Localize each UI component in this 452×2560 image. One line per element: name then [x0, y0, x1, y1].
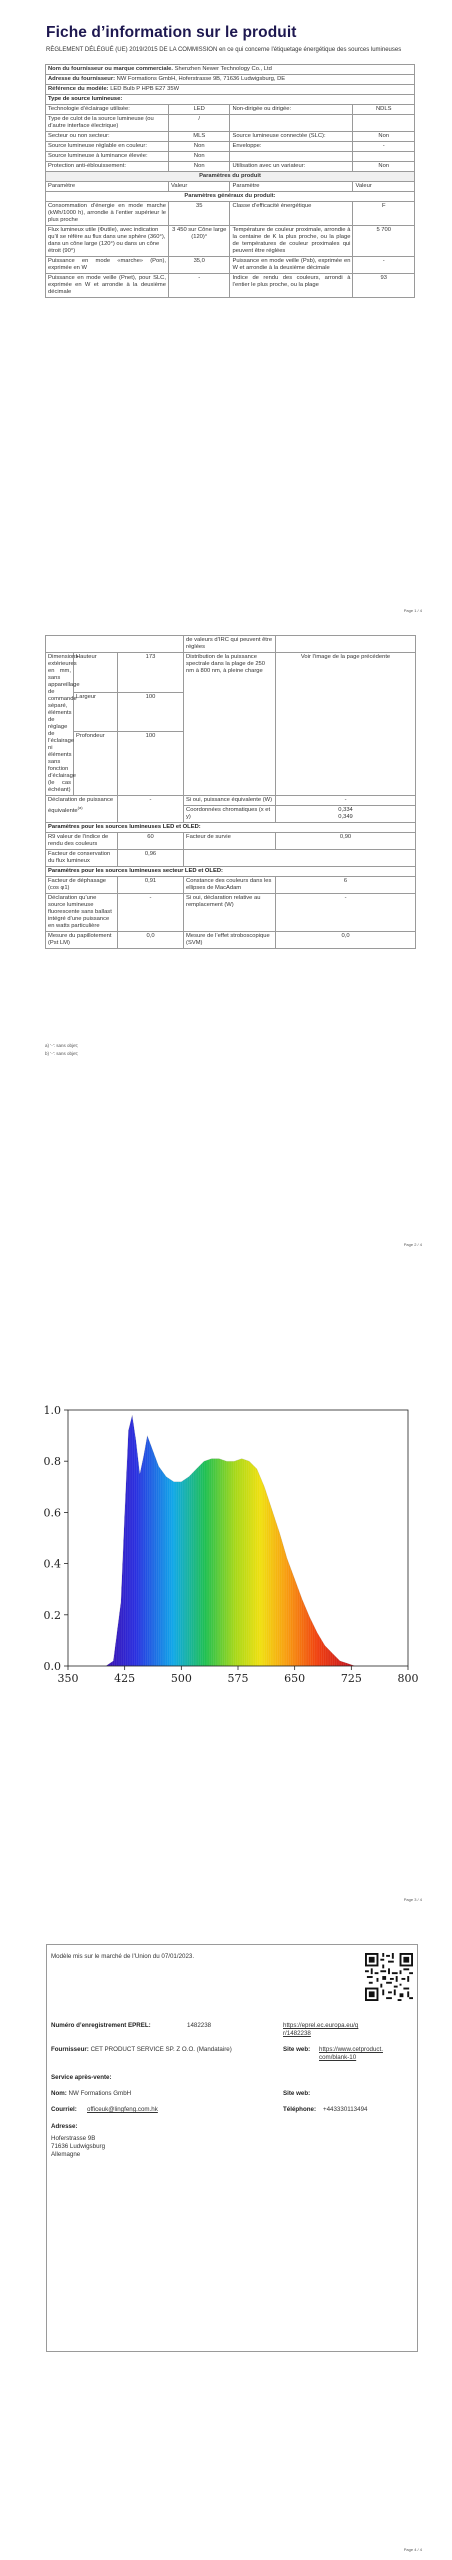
page-title: Fiche d’information sur le produit	[46, 24, 297, 41]
y-tick-label: 0.0	[43, 1660, 61, 1673]
equivalent-power-row: Déclaration de puissance équivalente$^{(a)}$ - Si oui, puissance équivalente (W) -	[46, 796, 416, 806]
type-row: Source lumineuse réglable en couleur: Non Enveloppe: -	[46, 142, 415, 152]
y-tick-label: 0.8	[43, 1455, 61, 1469]
supplier-name-row: Nom du fournisseur ou marque commerciale. Shenzhen Newer Technology Co., Ltd	[46, 65, 415, 75]
x-tick-label: 800	[397, 1672, 419, 1685]
registration-box	[46, 1944, 418, 2352]
x-tick-label: 650	[284, 1672, 306, 1685]
type-row: Technologie d’éclairage utilisée: LED Non-dirigée ou dirigée: NDLS	[46, 105, 415, 115]
email-label: Courriel:	[51, 2106, 77, 2113]
y-tick-label: 0.4	[43, 1557, 61, 1571]
type-row: Source lumineuse à luminance élevée: Non	[46, 152, 415, 162]
mls-row: Déclaration qu’une source lumineuse fluorescente sans ballast intégré d’une puissance en watts particulière - Si oui, déclaration relative au remplacement (W) -	[46, 894, 416, 932]
phone-label: Téléphone:	[283, 2106, 317, 2113]
dimensions-row: Dimensions extérieures en mm, sans appareillage de commande séparé, éléments de réglage de l’éclairage ni éléments sans fonction d’éclairage (le cas échéant) Hauteur 173 Distribution de la puissance spectrale dans la plage de 250 nm à 800 nm, à pleine charge Voir l’image de la page précédente	[46, 653, 416, 693]
general-row: Puissance en mode veille (Pnet), pour SLC, exprimée en W et arrondie à la deuxième décimale - Indice de rendu des couleurs, arrondi à l’entier le plus proche, ou la plage 93	[46, 274, 415, 298]
led-oled-section: Paramètres pour les sources lumineuses LED et OLED:	[46, 823, 416, 833]
address-line: Hoferstrasse 9B	[51, 2135, 96, 2142]
dimensions-row: Profondeur 100	[46, 732, 416, 796]
page-4	[0, 1920, 452, 2560]
qr-code-icon	[365, 1953, 413, 2001]
mls-row: Mesure du papillotement (Pst LM) 0,0 Mesure de l’effet stroboscopique (SVM) 0,0	[46, 932, 416, 949]
phone-value: +443330113494	[323, 2106, 368, 2113]
footnote-b: b) ‘-’: sans objet;	[45, 1051, 79, 1056]
type-row: Secteur ou non secteur: MLS Source lumineuse connectée (SLC): Non	[46, 132, 415, 142]
maintenance-row: Facteur de conservation du flux lumineux 0,96	[46, 850, 416, 867]
page-2	[0, 635, 452, 1265]
x-tick-label: 725	[340, 1672, 362, 1685]
x-tick-label: 425	[114, 1672, 136, 1685]
dimensions-row: Largeur 100	[46, 692, 416, 732]
spectral-distribution-chart	[40, 1400, 420, 1700]
y-tick-label: 0.2	[43, 1608, 61, 1622]
website-label: Site web:	[283, 2046, 311, 2053]
x-tick-label: 500	[170, 1672, 192, 1685]
model-row: Référence du modèle: LED Bulb P HPB E27 35W	[46, 85, 415, 95]
page-number: Page 4 / 4	[403, 2547, 422, 2552]
y-tick-label: 1.0	[43, 1404, 61, 1417]
footnote-a: a) ‘-’: sans objet;	[45, 1043, 79, 1048]
source-type-section: Type de source lumineuse:	[46, 95, 415, 105]
params-header-row: Paramètre Valeur Paramètre Valeur	[46, 182, 415, 192]
params-continued-table	[45, 635, 416, 949]
eprel-label: Numéro d’enregistrement EPREL:	[51, 2022, 151, 2029]
y-tick-label: 0.6	[43, 1506, 61, 1520]
page-number: Page 1 / 4	[403, 608, 422, 613]
general-row: Consommation d’énergie en mode marche (kWh/1000 h), arrondie à l’entier supérieur le plus proche 35 Classe d’efficacité énergétique F	[46, 202, 415, 226]
general-section: Paramètres généraux du produit:	[46, 192, 415, 202]
chromaticity-row: Coordonnées chromatiques (x et y) 0,334 0,349	[46, 806, 416, 823]
x-tick-label: 350	[57, 1672, 79, 1685]
type-row: Type de culot de la source lumineuse (ou d’autre interface électrique) /	[46, 115, 415, 132]
address-line: 71636 Ludwigsburg	[51, 2143, 106, 2150]
page-1	[0, 0, 452, 620]
market-date: Modèle mis sur le marché de l’Union du 07/01/2023.	[51, 1953, 195, 1960]
supplier-info: Fournisseur: CET PRODUCT SERVICE SP. Z O.O. (Mandataire)	[51, 2046, 232, 2053]
type-row: Protection anti-éblouissement: Non Utilisation avec un variateur: Non	[46, 162, 415, 172]
aftersales-label: Service après-vente:	[51, 2074, 112, 2081]
address-line: Allemagne	[51, 2151, 81, 2158]
cri-continued-row: de valeurs d’IRC qui peuvent être réglées	[46, 636, 416, 653]
eprel-value: 1482238	[187, 2022, 212, 2029]
dimensions-label: Dimensions extérieures en mm, sans appareillage de commande séparé, éléments de réglage de l’éclairage ni éléments sans fonction d’éclairage (le cas échéant)	[46, 653, 74, 796]
r9-row: R9 valeur de l’indice de rendu des couleurs 60 Facteur de survie 0,90	[46, 833, 416, 850]
website-link[interactable]: https://www.cetproduct.com/blank-10	[319, 2046, 383, 2061]
mls-row: Facteur de déphasage (cos φ1) 0,91 Constance des couleurs dans les ellipses de MacAdam 6	[46, 877, 416, 894]
eprel-link[interactable]: https://eprel.ec.europa.eu/qr/1482238	[283, 2022, 359, 2037]
general-row: Puissance en mode «marche» (Pon), exprimée en W 35,0 Puissance en mode veille (Psb), exprimée en W et arrondie à la deuxième décimale -	[46, 257, 415, 274]
address-label: Adresse:	[51, 2123, 78, 2130]
supplier-address-row: Adresse du fournisseur: NW Formations GmbH, Hoferstrasse 9B, 71636 Ludwigsburg, DE	[46, 75, 415, 85]
page-3	[0, 1380, 452, 1910]
aftersales-name: Nom: NW Formations GmbH	[51, 2090, 132, 2097]
mls-section: Paramètres pour les sources lumineuses secteur LED et OLED:	[46, 867, 416, 877]
general-row: Flux lumineux utile (Φutile), avec indication qu’il se réfère au flux dans une sphère (360°), dans un cône large (120°) ou dans un cône étroit (90°) 3 450 sur Cône large (120)° Température de couleur proximale, arrondie à la centaine de K la plus proche, ou la plage de températures de couleur proximales qui peuvent être réglées 5 700	[46, 226, 415, 257]
supplier-table	[45, 64, 415, 298]
page-number: Page 2 / 4	[403, 1242, 422, 1247]
email-link[interactable]: officeuk@lingfeng.com.hk	[87, 2106, 158, 2113]
aftersales-site-label: Site web:	[283, 2090, 311, 2097]
regulation-intro: RÈGLEMENT DÉLÉGUÉ (UE) 2019/2015 DE LA COMMISSION en ce qui concerne l'étiquetage énergétique des sources lumineuses	[46, 47, 402, 53]
plot-area	[44, 1404, 419, 1685]
x-tick-label: 575	[227, 1672, 249, 1685]
page-number: Page 3 / 4	[403, 1897, 422, 1902]
params-section: Paramètres du produit	[46, 172, 415, 182]
